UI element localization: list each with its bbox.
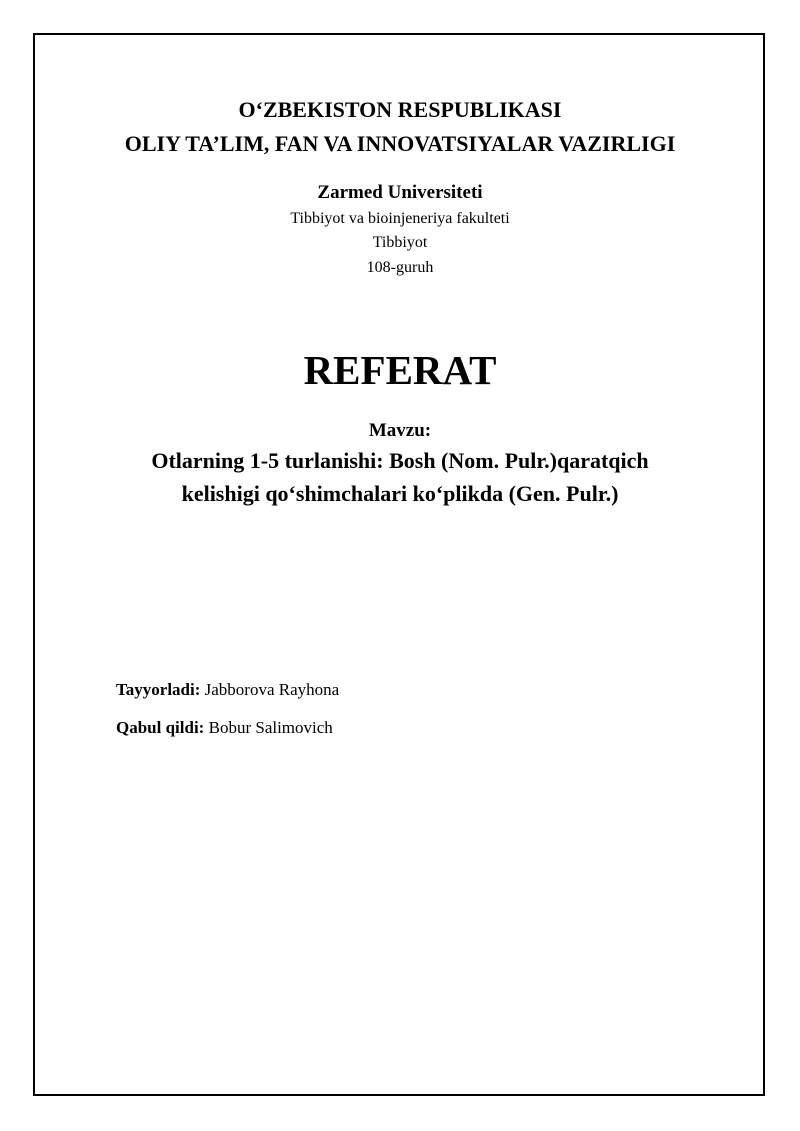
- accepted-by-label: Qabul qildi:: [116, 718, 205, 737]
- topic-line-1: Otlarning 1-5 turlanishi: Bosh (Nom. Pulr.)qaratqich: [151, 448, 649, 473]
- group-name: 108-guruh: [366, 259, 434, 276]
- accepted-by-row: [116, 718, 333, 738]
- ministry-title: OLIY TA’LIM, FAN VA INNOVATSIYALAR VAZIRLIGI: [124, 131, 676, 156]
- topic-line-2: kelishigi qo‘shimchalari ko‘plikda (Gen. Pulr.): [181, 481, 619, 506]
- document-type: REFERAT: [303, 347, 497, 393]
- prepared-by-row: [116, 680, 339, 700]
- republic-title: O‘ZBEKISTON RESPUBLIKASI: [238, 97, 562, 122]
- prepared-by-value: Jabborova Rayhona: [204, 680, 340, 699]
- prepared-by-label: Tayyorladi:: [116, 680, 201, 699]
- university-name: Zarmed Universiteti: [317, 182, 483, 203]
- department-name: Tibbiyot: [372, 234, 428, 251]
- accepted-by-value: Bobur Salimovich: [208, 718, 333, 737]
- topic-label: Mavzu:: [368, 420, 432, 441]
- faculty-name: Tibbiyot va bioinjeneriya fakulteti: [290, 210, 510, 227]
